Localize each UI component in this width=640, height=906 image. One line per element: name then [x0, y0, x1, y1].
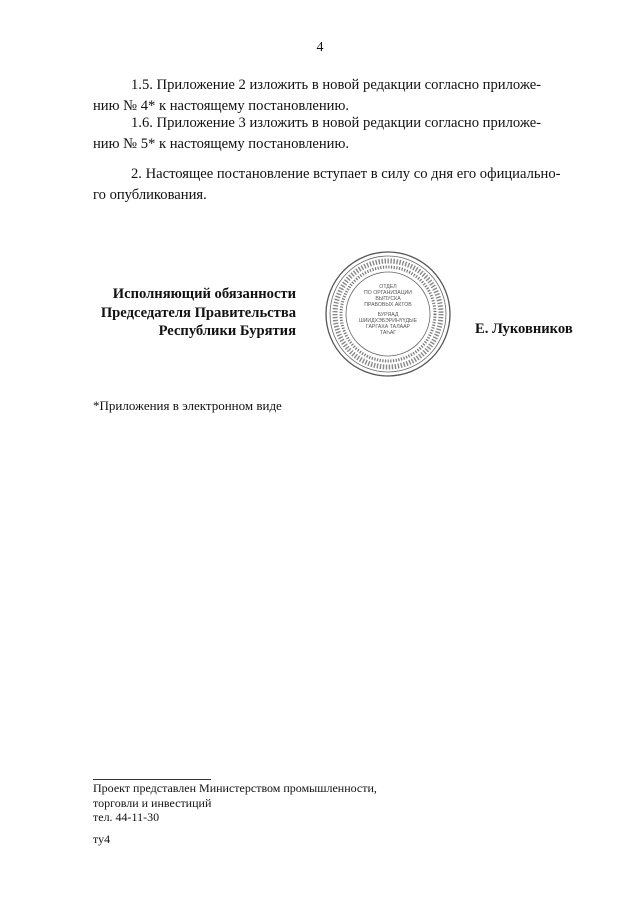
- signer-title-line: Исполняющий обязанности: [112, 286, 296, 302]
- stamp-line: ОТДЕЛ: [379, 284, 397, 290]
- stamp-line: ШИИДХЭБЭРИНҮҮДЫЕ: [358, 318, 418, 324]
- footer-project-info: [93, 781, 377, 825]
- stamp-line: ГАРГАХА ТАЛААР: [365, 324, 411, 330]
- stamp-line: БУРЯАД: [377, 312, 399, 318]
- footer-code: ту4: [93, 832, 111, 846]
- paragraph-line: го опубликования.: [93, 186, 207, 203]
- attachments-note: *Приложения в электронном виде: [93, 398, 282, 413]
- paragraph-line: 2. Настоящее постановление вступает в силу со дня его официально-: [131, 166, 561, 182]
- paragraph-1-5: [93, 75, 580, 116]
- signer-title-line: Председателя Правительства: [100, 304, 296, 321]
- page-number: 4: [316, 40, 324, 55]
- footer-line-text: Проект представлен Министерством промышленности,: [93, 781, 377, 795]
- stamp-line: ВЫПУСКА: [375, 296, 401, 302]
- official-seal-stamp: [324, 250, 452, 378]
- signer-title: [83, 285, 296, 341]
- signer-name: Е. Луковников: [475, 321, 573, 337]
- footer-line-text: тел. 44-11-30: [93, 810, 160, 824]
- paragraph-line: 1.6. Приложение 3 изложить в новой редакции согласно приложе-: [131, 115, 542, 131]
- paragraph-line: 1.5. Приложение 2 изложить в новой редакции согласно приложе-: [131, 77, 542, 93]
- paragraph-line: нию № 4* к настоящему постановлению.: [93, 97, 350, 114]
- stamp-line: ПРАВОВЫХ АКТОВ: [364, 302, 412, 308]
- stamp-line: ТАҺАГ: [379, 330, 397, 336]
- paragraph-1-6: [93, 113, 580, 154]
- footer-divider: [93, 779, 211, 780]
- paragraph-2: [93, 164, 580, 205]
- footer-line-text: торговли и инвестиций: [93, 795, 212, 810]
- paragraph-line: нию № 5* к настоящему постановлению.: [93, 135, 350, 152]
- signer-title-line: Республики Бурятия: [158, 323, 296, 339]
- stamp-line: ПО ОРГАНИЗАЦИИ: [364, 290, 412, 296]
